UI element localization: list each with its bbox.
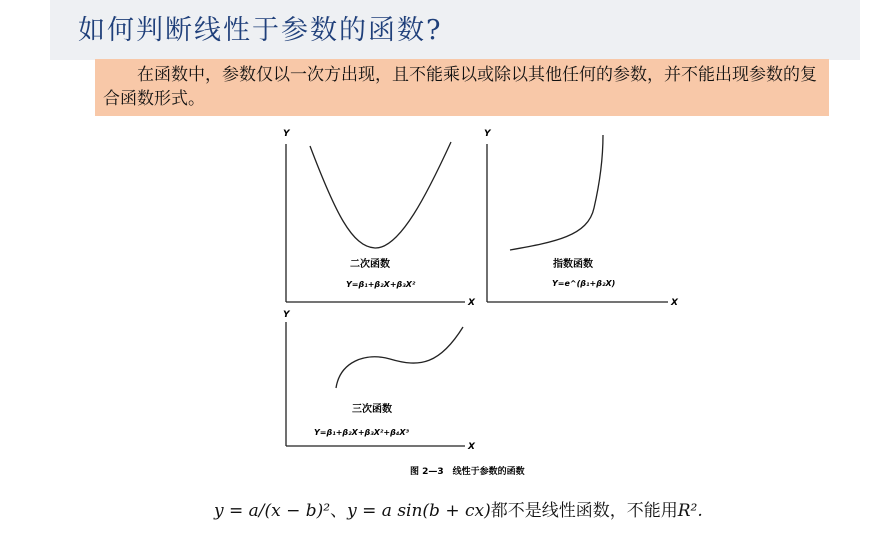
panel-formula: Y=β₁+β₂X+β₃X²	[346, 280, 416, 289]
y-axis-label: Y	[283, 129, 290, 139]
footer-formula	[214, 496, 703, 521]
panel-exponential	[484, 129, 679, 308]
y-axis-label: Y	[484, 129, 491, 139]
slide-title: 如何判断线性于参数的函数?	[78, 15, 443, 46]
figure-caption: 图 2—3 线性于参数的函数	[410, 467, 525, 477]
panel-formula: Y=β₁+β₂X+β₃X²+β₄X³	[314, 428, 410, 437]
x-axis-label: X	[468, 442, 475, 452]
panel-formula: Y=e^(β₁+β₂X)	[552, 279, 616, 288]
note-box	[95, 59, 829, 116]
r-squared: R².	[677, 501, 703, 521]
panel-label: 指数函数	[553, 259, 593, 270]
formula-1: y = a/(x − b)²	[214, 501, 331, 521]
x-axis-label: X	[468, 298, 475, 308]
formula-2: y = a sin(b + cx)	[347, 501, 491, 521]
cubic-curve	[336, 327, 463, 388]
x-axis-label: X	[671, 298, 678, 308]
panel-cubic	[283, 310, 476, 452]
quadratic-curve	[310, 142, 451, 248]
exponential-curve	[510, 135, 603, 250]
figure	[270, 122, 700, 482]
panel-quadratic	[283, 129, 476, 308]
function-diagram	[270, 122, 700, 482]
footer-text: 都不是线性函数，不能用	[490, 501, 678, 521]
panel-label: 二次函数	[350, 259, 390, 270]
note-text: 在函数中，参数仅以一次方出现，且不能乘以或除以其他任何的参数，并不能出现参数的复合函数形式。	[103, 65, 817, 109]
formula-separator: 、	[330, 501, 348, 521]
panel-label: 三次函数	[352, 404, 392, 415]
y-axis-label: Y	[283, 310, 290, 320]
